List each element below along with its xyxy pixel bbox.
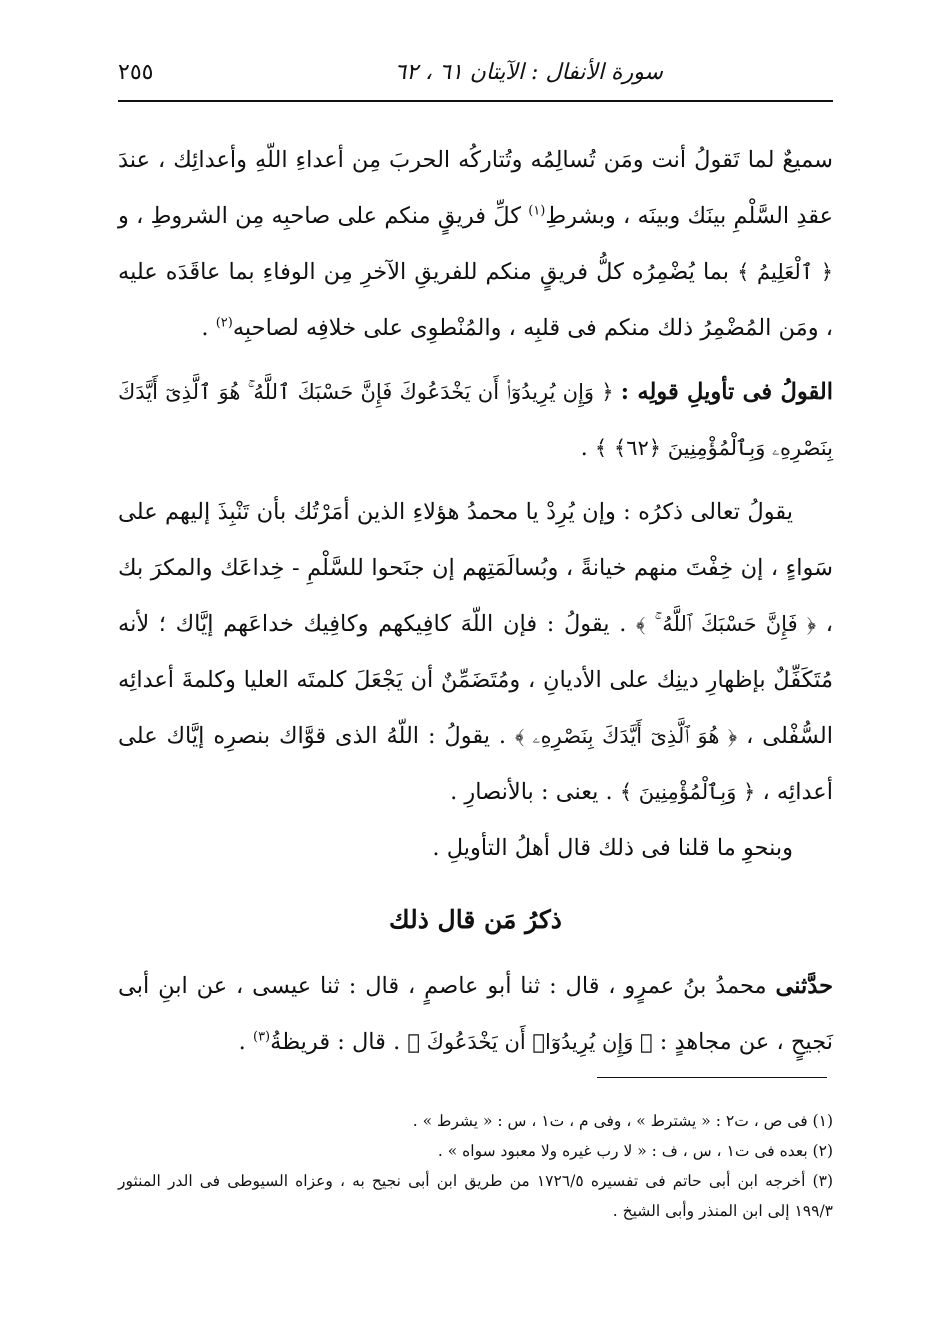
footnote-1: (١) فى ص ، ت٢ : « يشترط » ، وفى م ، ت١ ، س : « يشرط » . xyxy=(412,1112,833,1130)
quran-quote: ﴿ هُوَ ٱلَّذِىٓ أَيَّدَكَ بِنَصْرِهِۦ ﴾ xyxy=(514,724,738,748)
paragraph-1-end: . xyxy=(201,315,216,341)
page-header xyxy=(118,56,833,102)
paragraph-1 xyxy=(118,132,833,356)
footnote-ref-1: (١) xyxy=(528,203,546,219)
main-text xyxy=(118,132,833,1070)
section-lead: القولُ فى تأويلِ قولِه : xyxy=(620,379,833,405)
paragraph-4: وبنحوِ ما قلنا فى ذلك قال أهلُ التأويلِ . xyxy=(432,835,793,861)
paragraph-2-end: . xyxy=(580,435,595,461)
paragraph-1-text: سميعٌ لما تَقولُ أنت ومَن تُسالِمُه وتُتاركُه الحربَ مِن أعداءِ اللّهِ وأعدائِك ، عندَ عقدِ السَّلْمِ بينَك وبينَه ، وبشرطِ xyxy=(118,147,833,229)
section-heading: ذكرُ مَن قال ذلك xyxy=(389,905,562,934)
paragraph-1-text-c: بما يُضْمِرُه كلُّ فريقٍ منكم للفريقِ الآخرِ مِن الوفاءِ بما عاقَدَه عليه ، ومَن المُضْمِرُ ذلك منكم فى قلبِه ، والمُنْطوِى على خلافِه لصاحبِه xyxy=(118,259,833,341)
paragraph-5-end: . xyxy=(238,1029,253,1055)
paragraph-3-text-d: . يعنى : بالأنصارِ . xyxy=(450,779,620,805)
running-title: سورة الأنفال : الآيتان ٦١ ، ٦٢ xyxy=(394,60,663,85)
paragraph-5-text-b: . قال : قريظةُ xyxy=(270,1029,408,1055)
footnote-2: (٢) بعده فى ت١ ، س ، ف : « لا رب غيره ولا معبود سواه » . xyxy=(437,1142,833,1160)
paragraph-5-text-a: محمدُ بنُ عمرٍو ، قال : ثنا أبو عاصمٍ ، قال : ثنا عيسى ، عن ابنِ أبى نَجيحٍ ، عن مجاهدٍ : xyxy=(118,973,833,1055)
paragraph-2 xyxy=(118,364,833,476)
hadith-lead: حدَّثنى xyxy=(775,973,833,999)
paragraph-5 xyxy=(118,958,833,1070)
footnote-ref-2: (٢) xyxy=(215,315,233,331)
paragraph-1-text-b: كلِّ فريقٍ منكم على صاحبِه مِن الشروطِ ، و xyxy=(118,203,529,229)
quran-verse: ﴿ وَإِن يُرِيدُوٓا۟ أَن يَخْدَعُوكَ فَإِنَّ حَسْبَكَ ٱللَّهُ ۚ هُوَ ٱلَّذِىٓ أَيَّدَكَ بِنَصْرِهِۦ وَبِٱلْمُؤْمِنِينَ ﴿٦٢﴾ ﴾ xyxy=(118,380,833,460)
footnote-3: (٣) أخرجه ابن أبى حاتم فى تفسيره ١٧٢٦/٥ من طريق ابن أبى نجيح به ، وعزاه السيوطى فى الدر المنثور ١٩٩/٣ إلى ابن المنذر وأبى الشيخ . xyxy=(118,1172,833,1220)
footnote-divider xyxy=(597,1077,827,1078)
quran-quote: ﴿ ٱلْعَلِيمُ ﴾ xyxy=(737,260,833,284)
paragraph-3-text-b: . يقولُ : فإن اللّهَ كافِيكهم وكافِيك خداعَهم إيَّاك ؛ لأنه مُتَكَفِّلٌ بإظهارِ دينِك على الأديانِ ، ومُتَضَمِّنٌ أن يَجْعَلَ كلمتَه العليا وكلمةَ أعدائِه السُّفْلى ، xyxy=(118,611,833,749)
quran-quote: ﴿ وَبِٱلْمُؤْمِنِينَ ﴾ xyxy=(619,780,756,804)
footnotes xyxy=(118,1106,833,1226)
footnote-ref-3: (٣) xyxy=(252,1029,271,1045)
paragraph-3-text-a: يقولُ تعالى ذكرُه : وإن يُرِدْ يا محمدُ هؤلاءِ الذين أمَرْتُك بأن تَنْبِذَ إليهم على سَواءٍ ، إن خِفْتَ منهم خيانةً ، وبُسالَمَتِهم إن جنَحوا للسَّلْمِ - خِداعَك والمكرَ بك ، xyxy=(118,499,833,637)
paragraph-3 xyxy=(118,484,833,820)
quran-quote: ﴿ وَإِن يُرِيدُوٓا۟ أَن يَخْدَعُوكَ ﴾ xyxy=(407,1030,653,1054)
page-number: ٢٥٥ xyxy=(118,60,154,85)
paragraph-3-text-c: . يقولُ : اللّهُ الذى قوَّاك بنصرِه إيَّاك على أعدائِه ، xyxy=(118,723,833,805)
quran-quote: ﴿ فَإِنَّ حَسْبَكَ ٱللَّهُ ۚ ﴾ xyxy=(636,612,817,636)
